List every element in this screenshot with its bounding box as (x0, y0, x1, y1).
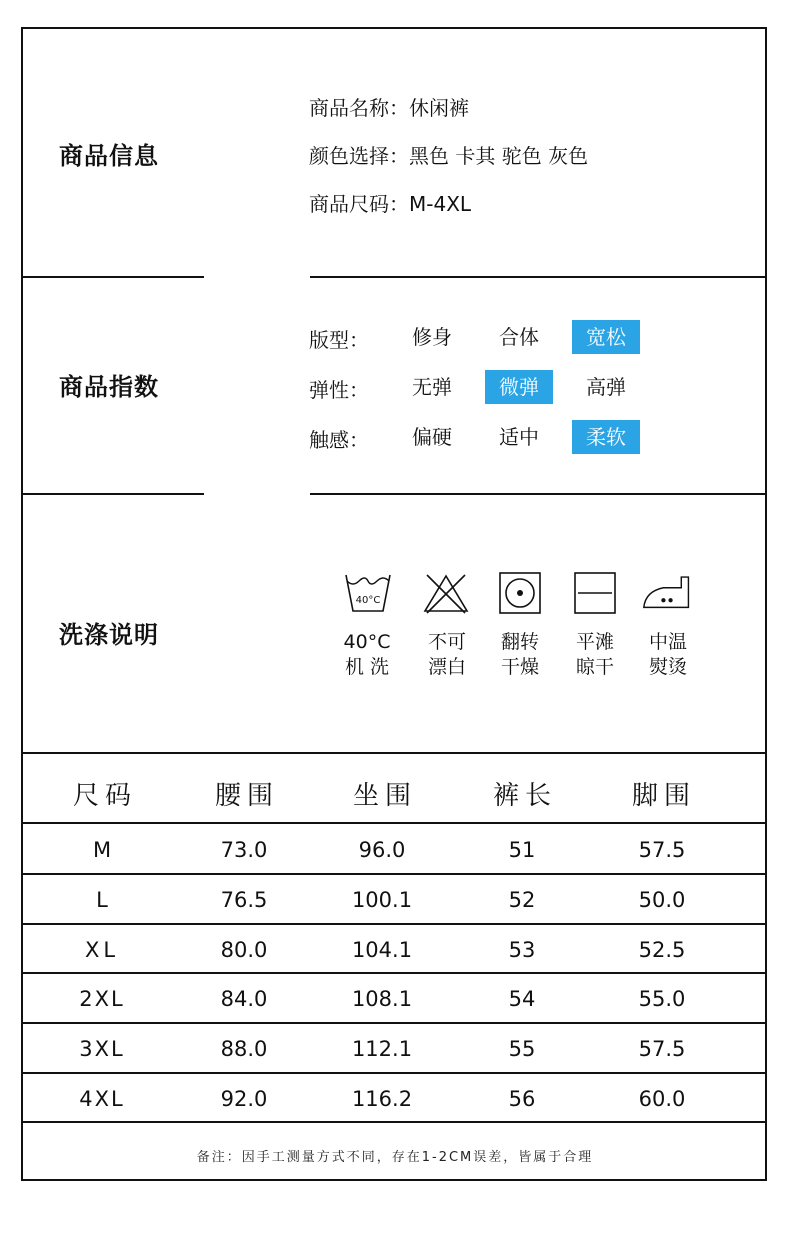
cell-hip: 112.1 (351, 1037, 413, 1061)
divider-table-top (21, 752, 767, 754)
row-divider (21, 1022, 767, 1024)
fit-option-regular: 合体 (499, 325, 539, 349)
divider-right-1 (310, 276, 767, 278)
cell-waist: 73.0 (220, 838, 268, 862)
fit-option-slim: 修身 (412, 325, 452, 349)
row-divider (21, 972, 767, 974)
cell-size: L (96, 888, 108, 912)
divider-left-1 (21, 276, 204, 278)
wash-label-flat-dry: 平滩 晾干 (575, 631, 614, 678)
iron-icon (642, 571, 692, 617)
cell-waist: 84.0 (220, 987, 268, 1011)
cell-length: 53 (508, 938, 536, 962)
size-range-line: 商品尺码：M-4XL (309, 192, 472, 216)
divider-right-2 (310, 493, 767, 495)
wash-label-iron: 中温 熨烫 (648, 631, 687, 678)
cell-hip: 100.1 (351, 888, 413, 912)
cell-waist: 92.0 (220, 1087, 268, 1111)
header-length: 裤长 (492, 781, 557, 811)
cell-length: 51 (508, 838, 536, 862)
cell-hem: 50.0 (638, 888, 686, 912)
color-options-line: 颜色选择：黑色 卡其 驼色 灰色 (309, 144, 589, 168)
row-divider (21, 822, 767, 824)
cell-hem: 52.5 (638, 938, 686, 962)
cell-hip: 96.0 (358, 838, 406, 862)
row-divider (21, 1072, 767, 1074)
feel-option-soft-selected: 柔软 (572, 420, 640, 454)
cell-size: XL (84, 938, 120, 962)
header-waist: 腰围 (214, 781, 279, 811)
cell-waist: 76.5 (220, 888, 268, 912)
product-index-title: 商品指数 (59, 373, 159, 401)
cell-length: 56 (508, 1087, 536, 1111)
cell-hem: 57.5 (638, 1037, 686, 1061)
cell-hip: 108.1 (351, 987, 413, 1011)
cell-hip: 116.2 (351, 1087, 413, 1111)
cell-size: 4XL (79, 1087, 125, 1111)
cell-waist: 80.0 (220, 938, 268, 962)
header-size: 尺码 (72, 781, 137, 811)
feel-option-stiff: 偏硬 (412, 425, 452, 449)
cell-length: 55 (508, 1037, 536, 1061)
cell-waist: 88.0 (220, 1037, 268, 1061)
cell-length: 52 (508, 888, 536, 912)
wash-temp-mark: 40°C (355, 595, 381, 606)
wash-label-machine: 40°C 机 洗 (343, 631, 391, 678)
feel-label: 触感： (309, 428, 369, 452)
header-hem: 脚围 (631, 781, 696, 811)
product-name-line: 商品名称：休闲裤 (309, 96, 469, 120)
wash-label-tumble-dry: 翻转 干燥 (500, 631, 539, 678)
cell-size: M (92, 838, 112, 862)
stretch-option-high: 高弹 (586, 375, 626, 399)
fit-option-loose-selected: 宽松 (572, 320, 640, 354)
cell-hip: 104.1 (351, 938, 413, 962)
cell-hem: 60.0 (638, 1087, 686, 1111)
no-bleach-icon (421, 571, 471, 617)
washing-title: 洗涤说明 (59, 621, 159, 649)
stretch-option-none: 无弹 (412, 375, 452, 399)
flat-dry-icon (570, 571, 620, 617)
cell-hem: 57.5 (638, 838, 686, 862)
cell-size: 2XL (79, 987, 125, 1011)
tumble-dry-icon (495, 571, 545, 617)
cell-length: 54 (508, 987, 536, 1011)
row-divider (21, 923, 767, 925)
stretch-option-slight-selected: 微弹 (485, 370, 553, 404)
cell-size: 3XL (79, 1037, 125, 1061)
stretch-label: 弹性： (309, 378, 369, 402)
product-info-title: 商品信息 (59, 142, 159, 170)
feel-option-medium: 适中 (499, 425, 539, 449)
row-divider (21, 1121, 767, 1123)
measurement-note: 备注：因手工测量方式不同，存在1-2CM误差，皆属于合理 (196, 1150, 594, 1165)
header-hip: 坐围 (352, 781, 417, 811)
cell-hem: 55.0 (638, 987, 686, 1011)
wash-label-no-bleach: 不可 漂白 (427, 631, 466, 678)
divider-left-2 (21, 493, 204, 495)
row-divider (21, 873, 767, 875)
wash-tub-icon (343, 571, 393, 617)
fit-label: 版型： (309, 328, 369, 352)
